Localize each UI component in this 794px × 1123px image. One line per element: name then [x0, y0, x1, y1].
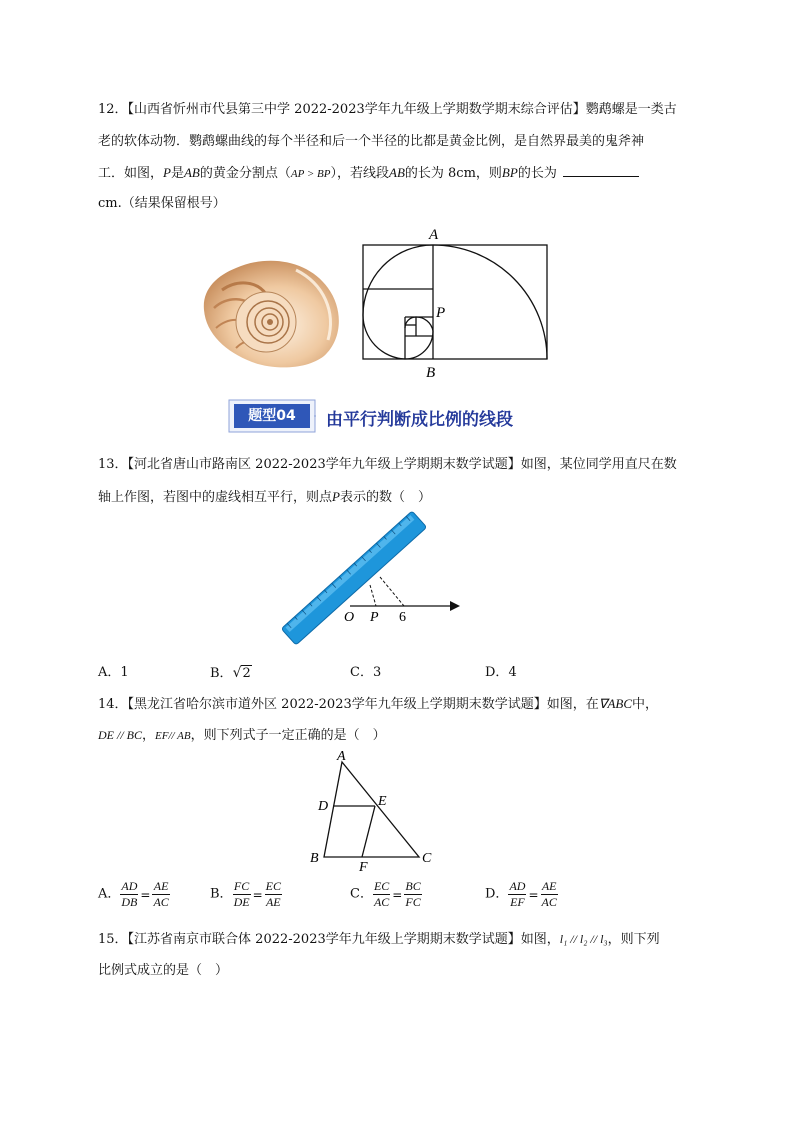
q12-line-1: 12．【山西省忻州市代县第三中学 2022-2023学年九年级上学期数学期末综合评估】鹦鹉螺是一类古 [98, 102, 677, 117]
q12-line-3 [98, 163, 698, 184]
q14-text: 中， [632, 697, 659, 712]
denominator: DE [233, 895, 250, 909]
q12-text: 的长为 8cm，则 [404, 166, 502, 181]
q14-triangle: ∇ABC [598, 696, 632, 711]
q13-option-d[interactable] [485, 663, 517, 683]
triangle-label-a: A [337, 749, 346, 764]
option-label: B． [210, 886, 233, 902]
triangle-figure [300, 748, 450, 874]
denominator: DB [121, 895, 138, 909]
fraction [120, 879, 138, 910]
equals-sign: = [528, 887, 539, 902]
q15-line-2: 比例式成立的是（ ） [98, 963, 229, 978]
numerator: BC [405, 879, 421, 893]
nautilus-shell-image [196, 250, 346, 370]
denominator: EF [510, 895, 525, 909]
q12-point-p: P [163, 165, 171, 180]
denominator: AC [373, 895, 390, 909]
q12-line-2: 老的软体动物．鹦鹉螺曲线的每个半径和后一个半径的比都是黄金比例，是自然界最美的鬼斧神 [98, 134, 645, 149]
option-value: 2 [242, 666, 251, 681]
numerator: EC [265, 879, 281, 893]
q13-text: 表示的数（ ） [339, 490, 431, 505]
triangle-label-e: E [378, 794, 387, 809]
q13-option-c[interactable] [350, 663, 381, 683]
fraction [265, 879, 282, 910]
triangle-label-f: F [359, 860, 368, 874]
fraction [541, 879, 558, 910]
triangle-label-c: C [422, 851, 432, 866]
q12-condition: AP > BP [290, 168, 331, 180]
fraction [373, 879, 390, 910]
fraction [508, 879, 526, 910]
q14-line-2 [98, 725, 698, 746]
denominator: AC [541, 895, 557, 909]
q13-point-p: P [332, 489, 340, 504]
q13-text: 轴上作图，若图中的虚线相互平行，则点 [98, 490, 333, 505]
q12-text: 的黄金分割点（ [199, 166, 291, 181]
numerator: AD [121, 879, 138, 893]
fraction [233, 879, 251, 910]
q12-text: 是 [170, 166, 184, 181]
option-label: A． [98, 886, 121, 902]
q14-option-d[interactable] [485, 879, 558, 910]
option-value: 3 [372, 665, 382, 680]
numerator: AD [509, 879, 526, 893]
q15-text: ，则下列 [607, 932, 660, 947]
section-title: 由平行判断成比例的线段 [326, 410, 513, 430]
fraction [152, 879, 169, 910]
q12-segment-ab: AB [389, 165, 405, 180]
triangle-label-d: D [318, 799, 329, 814]
equals-sign: = [252, 887, 263, 902]
q14-option-a[interactable] [98, 879, 170, 910]
numerator: FC [233, 879, 250, 893]
q12-text: ），若线段 [330, 166, 390, 181]
q14-condition-1: DE // BC [98, 728, 142, 742]
figure-label-p: P [436, 305, 446, 321]
q12-answer-blank[interactable] [563, 164, 639, 177]
numerator: AE [541, 879, 557, 893]
option-value: 1 [120, 665, 129, 680]
triangle-label-b: B [310, 851, 319, 866]
q13-option-a[interactable] [98, 663, 129, 683]
q12-segment-bp: BP [501, 165, 518, 180]
numerator: EC [373, 879, 390, 893]
equals-sign: = [140, 887, 151, 902]
q12-text: 工．如图， [98, 166, 164, 181]
ruler-numberline-figure [280, 510, 470, 660]
numberline-label-p: P [370, 610, 379, 625]
numberline-label-o: O [344, 610, 355, 625]
golden-spiral-figure [356, 222, 556, 382]
denominator: AE [265, 895, 281, 909]
equals-sign: = [392, 887, 403, 902]
numerator: AE [153, 879, 169, 893]
figure-label-b: B [426, 365, 436, 381]
denominator: AC [153, 895, 169, 909]
q13-line-1: 13．【河北省唐山市路南区 2022-2023学年九年级上学期期末数学试题】如图，某位同学用直尺在数 [98, 457, 677, 472]
q12-text: 的长为 [517, 166, 557, 181]
section-badge: 题型04 [248, 408, 296, 424]
fraction [404, 879, 421, 910]
option-label: B． [210, 666, 233, 681]
q15-text: 15．【江苏省南京市联合体 2022-2023学年九年级上学期期末数学试题】如图， [98, 932, 560, 947]
q14-separator: ， [142, 728, 156, 743]
q13-line-2 [98, 487, 698, 508]
q15-line-1 [98, 929, 698, 950]
q14-text: 14．【黑龙江省哈尔滨市道外区 2022-2023学年九年级上学期期末数学试题】如图，在 [98, 697, 599, 712]
option-label: D． [485, 665, 509, 680]
sqrt-icon: √ [232, 665, 242, 681]
option-label: A． [98, 665, 121, 680]
option-value: 4 [508, 665, 517, 680]
q15-condition: l₁ // l₂ // l₃ [559, 932, 608, 946]
figure-label-a: A [429, 227, 439, 243]
q13-option-b[interactable] [210, 663, 252, 684]
q14-option-c[interactable] [350, 879, 422, 910]
denominator: FC [405, 895, 421, 909]
option-label: D． [485, 886, 509, 902]
numberline-label-6: 6 [399, 610, 406, 625]
q14-line-1 [98, 694, 698, 715]
q12-line-4: cm.（结果保留根号） [98, 196, 226, 211]
q14-option-b[interactable] [210, 879, 282, 910]
q14-text: ，则下列式子一定正确的是（ ） [190, 728, 386, 743]
q14-condition-2: EF// AB [155, 730, 191, 742]
option-label: C． [350, 886, 373, 902]
q12-segment-ab: AB [183, 165, 200, 180]
option-label: C． [350, 665, 373, 680]
